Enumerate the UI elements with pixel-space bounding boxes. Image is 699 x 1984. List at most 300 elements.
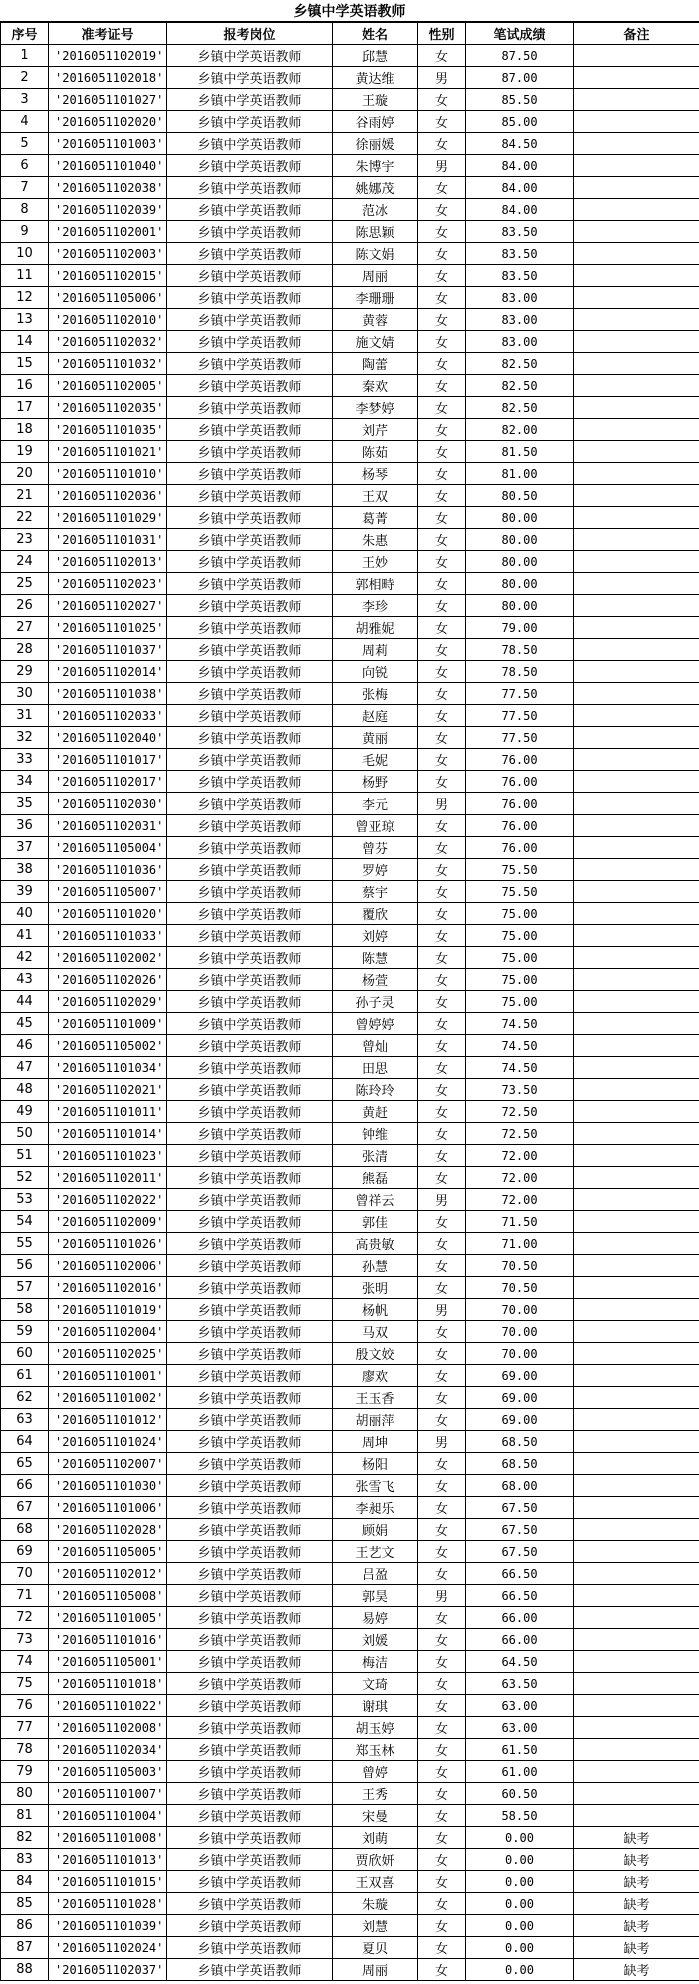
candidate-name-cell: 胡雅妮: [333, 617, 418, 639]
candidate-name-cell: 张明: [333, 1277, 418, 1299]
position-cell: 乡镇中学英语教师: [167, 661, 333, 683]
position-cell: 乡镇中学英语教师: [167, 639, 333, 661]
row-number-cell: 20: [1, 463, 49, 485]
exam-id-cell: '2016051101014': [49, 1123, 167, 1145]
candidate-name-cell: 陶蕾: [333, 353, 418, 375]
candidate-name-cell: 刘婷: [333, 925, 418, 947]
note-cell: [574, 463, 699, 485]
gender-cell: 女: [418, 859, 466, 881]
written-score-cell: 0.00: [466, 1893, 574, 1915]
candidate-name-cell: 秦欢: [333, 375, 418, 397]
written-score-cell: 79.00: [466, 617, 574, 639]
row-number-cell: 57: [1, 1277, 49, 1299]
table-row: [1, 1013, 699, 1035]
written-score-cell: 58.50: [466, 1805, 574, 1827]
table-row: [1, 771, 699, 793]
row-number-cell: 12: [1, 287, 49, 309]
note-cell: [574, 617, 699, 639]
row-number-cell: 64: [1, 1431, 49, 1453]
note-cell: [574, 1189, 699, 1211]
written-score-cell: 80.00: [466, 595, 574, 617]
written-score-cell: 66.50: [466, 1563, 574, 1585]
note-cell: [574, 1629, 699, 1651]
note-cell: [574, 133, 699, 155]
table-row: [1, 1453, 699, 1475]
exam-id-cell: '2016051101009': [49, 1013, 167, 1035]
table-row: [1, 1145, 699, 1167]
candidate-name-cell: 胡丽萍: [333, 1409, 418, 1431]
candidate-name-cell: 王艺文: [333, 1541, 418, 1563]
position-cell: 乡镇中学英语教师: [167, 881, 333, 903]
exam-id-cell: '2016051102030': [49, 793, 167, 815]
position-cell: 乡镇中学英语教师: [167, 1585, 333, 1607]
exam-id-cell: '2016051105006': [49, 287, 167, 309]
exam-id-cell: '2016051101011': [49, 1101, 167, 1123]
note-cell: [574, 287, 699, 309]
table-row: [1, 89, 699, 111]
position-cell: 乡镇中学英语教师: [167, 1761, 333, 1783]
note-cell: [574, 991, 699, 1013]
candidate-name-cell: 陈玲玲: [333, 1079, 418, 1101]
written-score-cell: 72.50: [466, 1101, 574, 1123]
gender-cell: 女: [418, 287, 466, 309]
note-cell: [574, 969, 699, 991]
exam-id-cell: '2016051101040': [49, 155, 167, 177]
exam-id-cell: '2016051101008': [49, 1827, 167, 1849]
table-row: [1, 1937, 699, 1959]
candidate-name-cell: 葛菁: [333, 507, 418, 529]
candidate-name-cell: 罗婷: [333, 859, 418, 881]
gender-cell: 女: [418, 1343, 466, 1365]
gender-cell: 女: [418, 1739, 466, 1761]
gender-cell: 女: [418, 1497, 466, 1519]
row-number-cell: 41: [1, 925, 49, 947]
gender-cell: 女: [418, 705, 466, 727]
written-score-cell: 70.50: [466, 1255, 574, 1277]
note-cell: 缺考: [574, 1959, 699, 1981]
note-cell: [574, 1123, 699, 1145]
candidate-name-cell: 刘芹: [333, 419, 418, 441]
written-score-cell: 74.50: [466, 1057, 574, 1079]
header-gender: 性别: [418, 23, 466, 45]
note-cell: [574, 947, 699, 969]
note-cell: [574, 1255, 699, 1277]
table-row: [1, 1123, 699, 1145]
candidate-name-cell: 宋曼: [333, 1805, 418, 1827]
position-cell: 乡镇中学英语教师: [167, 287, 333, 309]
gender-cell: 女: [418, 617, 466, 639]
table-row: [1, 441, 699, 463]
row-number-cell: 43: [1, 969, 49, 991]
table-row: [1, 551, 699, 573]
gender-cell: 女: [418, 1255, 466, 1277]
table-row: [1, 309, 699, 331]
candidate-name-cell: 刘慧: [333, 1915, 418, 1937]
written-score-cell: 74.50: [466, 1013, 574, 1035]
note-cell: [574, 45, 699, 67]
gender-cell: 女: [418, 1651, 466, 1673]
note-cell: 缺考: [574, 1893, 699, 1915]
position-cell: 乡镇中学英语教师: [167, 375, 333, 397]
gender-cell: 女: [418, 1475, 466, 1497]
written-score-cell: 85.50: [466, 89, 574, 111]
table-row: [1, 1717, 699, 1739]
table-row: [1, 155, 699, 177]
position-cell: 乡镇中学英语教师: [167, 793, 333, 815]
table-row: [1, 1629, 699, 1651]
table-row: [1, 177, 699, 199]
gender-cell: 女: [418, 199, 466, 221]
written-score-cell: 64.50: [466, 1651, 574, 1673]
position-cell: 乡镇中学英语教师: [167, 1167, 333, 1189]
position-cell: 乡镇中学英语教师: [167, 551, 333, 573]
position-cell: 乡镇中学英语教师: [167, 419, 333, 441]
table-row: [1, 1431, 699, 1453]
candidate-name-cell: 谢琪: [333, 1695, 418, 1717]
exam-id-cell: '2016051101001': [49, 1365, 167, 1387]
table-row: [1, 837, 699, 859]
exam-id-cell: '2016051102001': [49, 221, 167, 243]
exam-id-cell: '2016051102016': [49, 1277, 167, 1299]
written-score-cell: 60.50: [466, 1783, 574, 1805]
table-row: [1, 1651, 699, 1673]
exam-id-cell: '2016051101019': [49, 1299, 167, 1321]
position-cell: 乡镇中学英语教师: [167, 683, 333, 705]
exam-id-cell: '2016051101002': [49, 1387, 167, 1409]
row-number-cell: 27: [1, 617, 49, 639]
row-number-cell: 40: [1, 903, 49, 925]
exam-id-cell: '2016051102034': [49, 1739, 167, 1761]
written-score-cell: 0.00: [466, 1937, 574, 1959]
written-score-cell: 69.00: [466, 1365, 574, 1387]
table-header-row: [1, 23, 699, 45]
gender-cell: 女: [418, 133, 466, 155]
header-score: 笔试成绩: [466, 23, 574, 45]
exam-id-cell: '2016051101034': [49, 1057, 167, 1079]
gender-cell: 女: [418, 771, 466, 793]
candidate-name-cell: 邱慧: [333, 45, 418, 67]
note-cell: 缺考: [574, 1937, 699, 1959]
header-no: 序号: [1, 23, 49, 45]
exam-id-cell: '2016051101031': [49, 529, 167, 551]
written-score-cell: 75.00: [466, 947, 574, 969]
position-cell: 乡镇中学英语教师: [167, 573, 333, 595]
row-number-cell: 66: [1, 1475, 49, 1497]
note-cell: [574, 221, 699, 243]
gender-cell: 女: [418, 727, 466, 749]
position-cell: 乡镇中学英语教师: [167, 1849, 333, 1871]
row-number-cell: 25: [1, 573, 49, 595]
position-cell: 乡镇中学英语教师: [167, 1255, 333, 1277]
note-cell: [574, 1475, 699, 1497]
exam-id-cell: '2016051102023': [49, 573, 167, 595]
gender-cell: 女: [418, 529, 466, 551]
sheet-title: 乡镇中学英语教师: [0, 0, 699, 22]
row-number-cell: 24: [1, 551, 49, 573]
note-cell: 缺考: [574, 1827, 699, 1849]
note-cell: [574, 1783, 699, 1805]
candidate-name-cell: 曾芬: [333, 837, 418, 859]
row-number-cell: 88: [1, 1959, 49, 1981]
written-score-cell: 83.50: [466, 265, 574, 287]
candidate-name-cell: 张梅: [333, 683, 418, 705]
gender-cell: 女: [418, 1827, 466, 1849]
written-score-cell: 80.50: [466, 485, 574, 507]
table-row: [1, 221, 699, 243]
table-row: [1, 1255, 699, 1277]
gender-cell: 女: [418, 1761, 466, 1783]
row-number-cell: 87: [1, 1937, 49, 1959]
table-row: [1, 1387, 699, 1409]
table-row: [1, 1497, 699, 1519]
gender-cell: 女: [418, 1387, 466, 1409]
written-score-cell: 77.50: [466, 727, 574, 749]
row-number-cell: 65: [1, 1453, 49, 1475]
note-cell: [574, 1497, 699, 1519]
written-score-cell: 84.50: [466, 133, 574, 155]
written-score-cell: 81.50: [466, 441, 574, 463]
row-number-cell: 31: [1, 705, 49, 727]
row-number-cell: 6: [1, 155, 49, 177]
gender-cell: 男: [418, 1299, 466, 1321]
candidate-name-cell: 姚娜茂: [333, 177, 418, 199]
table-row: [1, 595, 699, 617]
exam-id-cell: '2016051101025': [49, 617, 167, 639]
exam-id-cell: '2016051102040': [49, 727, 167, 749]
note-cell: 缺考: [574, 1871, 699, 1893]
row-number-cell: 34: [1, 771, 49, 793]
gender-cell: 女: [418, 1695, 466, 1717]
exam-id-cell: '2016051101006': [49, 1497, 167, 1519]
gender-cell: 女: [418, 1123, 466, 1145]
written-score-cell: 61.50: [466, 1739, 574, 1761]
exam-id-cell: '2016051102008': [49, 1717, 167, 1739]
gender-cell: 女: [418, 397, 466, 419]
table-row: [1, 881, 699, 903]
row-number-cell: 49: [1, 1101, 49, 1123]
gender-cell: 女: [418, 815, 466, 837]
written-score-cell: 85.00: [466, 111, 574, 133]
position-cell: 乡镇中学英语教师: [167, 331, 333, 353]
position-cell: 乡镇中学英语教师: [167, 837, 333, 859]
gender-cell: 女: [418, 353, 466, 375]
table-row: [1, 639, 699, 661]
exam-id-cell: '2016051101017': [49, 749, 167, 771]
written-score-cell: 72.00: [466, 1167, 574, 1189]
note-cell: [574, 1145, 699, 1167]
table-row: [1, 705, 699, 727]
table-row: [1, 67, 699, 89]
note-cell: [574, 815, 699, 837]
table-row: [1, 45, 699, 67]
position-cell: 乡镇中学英语教师: [167, 1827, 333, 1849]
note-cell: [574, 1431, 699, 1453]
exam-id-cell: '2016051101024': [49, 1431, 167, 1453]
table-row: [1, 529, 699, 551]
table-row: [1, 1189, 699, 1211]
candidate-name-cell: 吕盈: [333, 1563, 418, 1585]
position-cell: 乡镇中学英语教师: [167, 1871, 333, 1893]
note-cell: [574, 705, 699, 727]
gender-cell: 女: [418, 1321, 466, 1343]
position-cell: 乡镇中学英语教师: [167, 1563, 333, 1585]
exam-id-cell: '2016051101027': [49, 89, 167, 111]
row-number-cell: 77: [1, 1717, 49, 1739]
written-score-cell: 76.00: [466, 749, 574, 771]
exam-id-cell: '2016051102010': [49, 309, 167, 331]
row-number-cell: 80: [1, 1783, 49, 1805]
position-cell: 乡镇中学英语教师: [167, 991, 333, 1013]
gender-cell: 女: [418, 1145, 466, 1167]
candidate-name-cell: 陈慧: [333, 947, 418, 969]
written-score-cell: 81.00: [466, 463, 574, 485]
row-number-cell: 52: [1, 1167, 49, 1189]
candidate-name-cell: 钟维: [333, 1123, 418, 1145]
exam-id-cell: '2016051101005': [49, 1607, 167, 1629]
gender-cell: 女: [418, 661, 466, 683]
table-row: [1, 331, 699, 353]
written-score-cell: 83.50: [466, 243, 574, 265]
table-row: [1, 353, 699, 375]
written-score-cell: 76.00: [466, 771, 574, 793]
position-cell: 乡镇中学英语教师: [167, 507, 333, 529]
written-score-cell: 70.50: [466, 1277, 574, 1299]
written-score-cell: 80.00: [466, 507, 574, 529]
exam-id-cell: '2016051102007': [49, 1453, 167, 1475]
table-row: [1, 749, 699, 771]
row-number-cell: 37: [1, 837, 49, 859]
row-number-cell: 58: [1, 1299, 49, 1321]
row-number-cell: 54: [1, 1211, 49, 1233]
exam-id-cell: '2016051105007': [49, 881, 167, 903]
table-row: [1, 1915, 699, 1937]
written-score-cell: 69.00: [466, 1409, 574, 1431]
gender-cell: 女: [418, 969, 466, 991]
written-score-cell: 87.00: [466, 67, 574, 89]
position-cell: 乡镇中学英语教师: [167, 1211, 333, 1233]
row-number-cell: 75: [1, 1673, 49, 1695]
gender-cell: 女: [418, 1673, 466, 1695]
gender-cell: 女: [418, 1959, 466, 1981]
written-score-cell: 84.00: [466, 199, 574, 221]
candidate-name-cell: 田思: [333, 1057, 418, 1079]
position-cell: 乡镇中学英语教师: [167, 111, 333, 133]
candidate-name-cell: 曾婷: [333, 1761, 418, 1783]
position-cell: 乡镇中学英语教师: [167, 1937, 333, 1959]
note-cell: [574, 1717, 699, 1739]
note-cell: [574, 771, 699, 793]
written-score-cell: 76.00: [466, 793, 574, 815]
note-cell: [574, 1585, 699, 1607]
row-number-cell: 15: [1, 353, 49, 375]
candidate-name-cell: 梅洁: [333, 1651, 418, 1673]
exam-id-cell: '2016051101013': [49, 1849, 167, 1871]
note-cell: [574, 1321, 699, 1343]
gender-cell: 女: [418, 1937, 466, 1959]
table-row: [1, 111, 699, 133]
row-number-cell: 56: [1, 1255, 49, 1277]
table-row: [1, 859, 699, 881]
position-cell: 乡镇中学英语教师: [167, 1673, 333, 1695]
row-number-cell: 16: [1, 375, 49, 397]
exam-id-cell: '2016051102026': [49, 969, 167, 991]
position-cell: 乡镇中学英语教师: [167, 353, 333, 375]
note-cell: [574, 529, 699, 551]
note-cell: [574, 309, 699, 331]
exam-id-cell: '2016051101022': [49, 1695, 167, 1717]
position-cell: 乡镇中学英语教师: [167, 947, 333, 969]
exam-id-cell: '2016051101036': [49, 859, 167, 881]
written-score-cell: 66.00: [466, 1629, 574, 1651]
position-cell: 乡镇中学英语教师: [167, 1233, 333, 1255]
gender-cell: 女: [418, 1541, 466, 1563]
written-score-cell: 68.50: [466, 1431, 574, 1453]
row-number-cell: 74: [1, 1651, 49, 1673]
table-row: [1, 1849, 699, 1871]
exam-id-cell: '2016051102002': [49, 947, 167, 969]
candidate-name-cell: 周丽: [333, 1959, 418, 1981]
position-cell: 乡镇中学英语教师: [167, 1959, 333, 1981]
gender-cell: 女: [418, 441, 466, 463]
gender-cell: 女: [418, 639, 466, 661]
table-row: [1, 397, 699, 419]
row-number-cell: 76: [1, 1695, 49, 1717]
position-cell: 乡镇中学英语教师: [167, 925, 333, 947]
row-number-cell: 39: [1, 881, 49, 903]
position-cell: 乡镇中学英语教师: [167, 749, 333, 771]
exam-id-cell: '2016051102009': [49, 1211, 167, 1233]
row-number-cell: 26: [1, 595, 49, 617]
gender-cell: 女: [418, 375, 466, 397]
candidate-name-cell: 施文婧: [333, 331, 418, 353]
note-cell: [574, 1057, 699, 1079]
table-row: [1, 683, 699, 705]
exam-id-cell: '2016051102014': [49, 661, 167, 683]
candidate-name-cell: 杨野: [333, 771, 418, 793]
table-row: [1, 1871, 699, 1893]
table-row: [1, 947, 699, 969]
table-row: [1, 287, 699, 309]
row-number-cell: 36: [1, 815, 49, 837]
note-cell: [574, 419, 699, 441]
written-score-cell: 70.00: [466, 1343, 574, 1365]
candidate-name-cell: 杨阳: [333, 1453, 418, 1475]
exam-id-cell: '2016051102031': [49, 815, 167, 837]
candidate-name-cell: 王秀: [333, 1783, 418, 1805]
row-number-cell: 78: [1, 1739, 49, 1761]
note-cell: [574, 375, 699, 397]
candidate-name-cell: 孙慧: [333, 1255, 418, 1277]
note-cell: [574, 177, 699, 199]
position-cell: 乡镇中学英语教师: [167, 309, 333, 331]
note-cell: [574, 353, 699, 375]
gender-cell: 女: [418, 309, 466, 331]
table-row: [1, 1233, 699, 1255]
note-cell: 缺考: [574, 1849, 699, 1871]
row-number-cell: 5: [1, 133, 49, 155]
gender-cell: 女: [418, 1233, 466, 1255]
written-score-cell: 67.50: [466, 1497, 574, 1519]
position-cell: 乡镇中学英语教师: [167, 1365, 333, 1387]
written-score-cell: 61.00: [466, 1761, 574, 1783]
candidate-name-cell: 周坤: [333, 1431, 418, 1453]
written-score-cell: 82.50: [466, 397, 574, 419]
candidate-name-cell: 夏贝: [333, 1937, 418, 1959]
note-cell: [574, 89, 699, 111]
position-cell: 乡镇中学英语教师: [167, 1497, 333, 1519]
exam-id-cell: '2016051102036': [49, 485, 167, 507]
exam-id-cell: '2016051102039': [49, 199, 167, 221]
